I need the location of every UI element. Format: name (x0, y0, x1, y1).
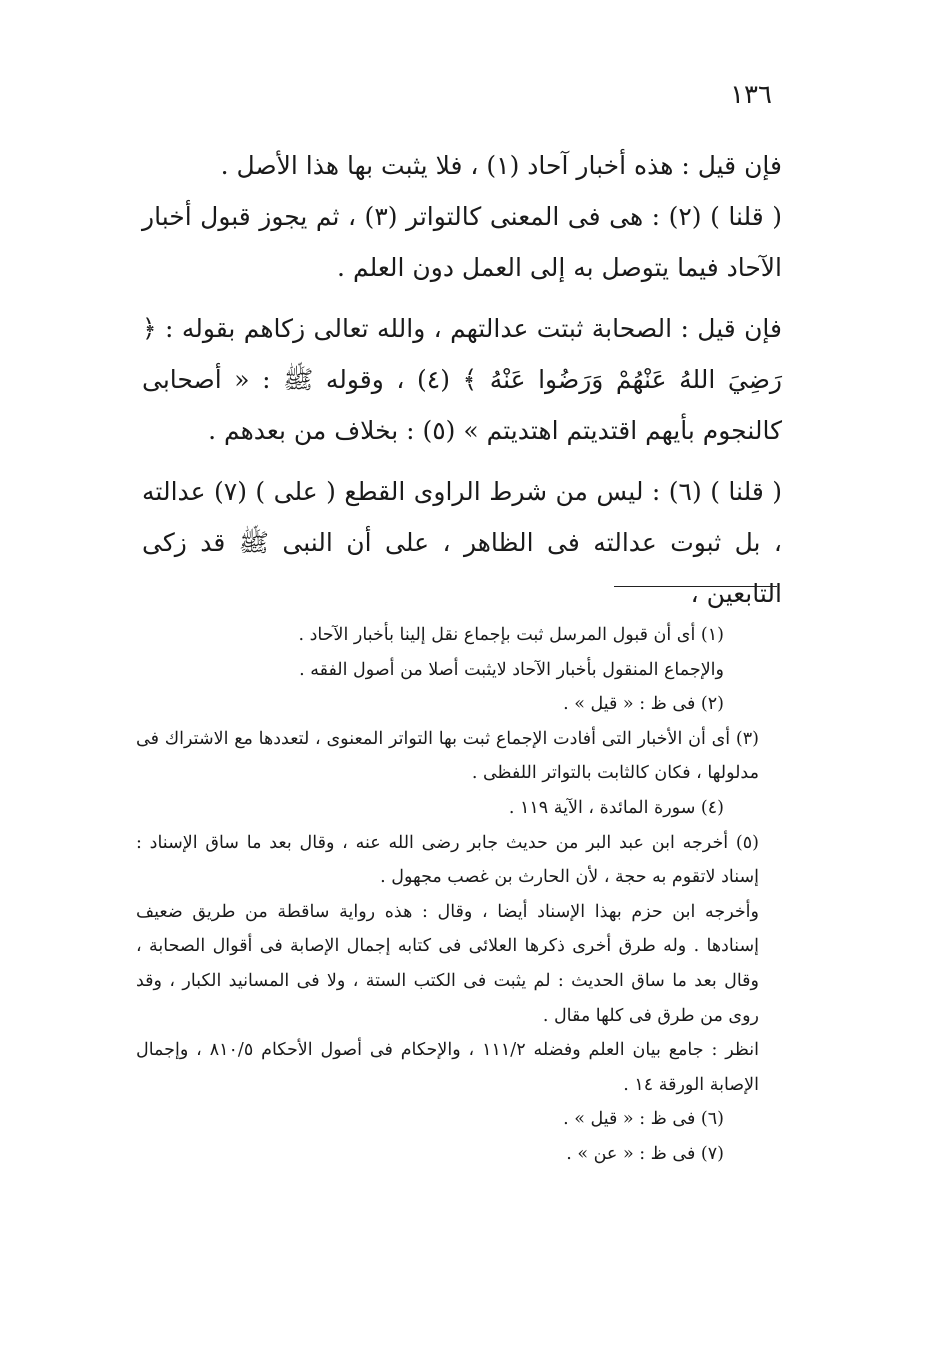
main-paragraph: فإن قيل : الصحابة ثبتت عدالتهم ، والله تعالى زكاهم بقوله : ﴿ رَضِيَ اللهُ عَنْهُمْ وَرَضُوا عَنْهُ ﴾ (٤) ، وقوله ﷺ : « أصحابى كالنجوم بأيهم اقتديتم اهتديتم » (٥) : بخلاف من بعدهم . (142, 314, 783, 445)
main-text (142, 140, 782, 619)
footnote: وأخرجه ابن حزم بهذا الإسناد أيضا ، وقال : هذه رواية ساقطة من طريق ضعيف إسنادها . وله طرق أخرى ذكرها العلائى فى كتابه إجمال الإصابة فى أقوال الصحابة ، وقال بعد ما ساق الحديث : لم يثبت فى الكتب الستة ، ولا فى المسانيد الكبار ، وقد روى من طرق فى كلها مقال . (136, 901, 759, 1026)
footnote: (٣) أى أن الأخبار التى أفادت الإجماع ثبت بها التواتر المعنوى ، لتعددها مع الاشتراك فى مدلولها ، فكان كالثابت بالتواتر اللفظى . (136, 728, 759, 784)
footnote: (٥) أخرجه ابن عبد البر من حديث جابر رضى الله عنه ، وقال بعد ما ساق الإسناد : إسناد لاتقوم به حجة ، لأن الحارث بن غصب مجهول . (136, 832, 759, 888)
footnote: (٤) سورة المائدة ، الآية ١١٩ . (508, 797, 724, 818)
footnote: (٦) فى ظ : « قيل » . (563, 1109, 724, 1130)
footnote: (١) أى أن قبول المرسل ثبت بإجماع نقل إلينا بأخبار الآحاد . (298, 625, 724, 645)
main-paragraph: ( قلنا ) (٦) : ليس من شرط الراوى القطع ( على ) (٧) عدالته ، بل ثبوت عدالته فى الظاهر ، على أن النبى ﷺ قد زكى التابعين ، (142, 477, 783, 608)
footnote-separator (614, 586, 777, 587)
page-number: ١٣٦ (730, 80, 772, 110)
footnote: (٢) فى ظ : « قيل » . (563, 694, 724, 715)
footnote: انظر : جامع بيان العلم وفضله ١١١/٢ ، والإحكام فى أصول الأحكام ٨١٠/٥ ، وإجمال الإصابة الورقة ١٤ . (136, 1040, 759, 1095)
footnote: والإجماع المنقول بأخبار الآحاد لايثبت أصلا من أصول الفقه . (299, 659, 724, 680)
main-paragraph: ( قلنا ) (٢) : هى فى المعنى كالتواتر (٣) ، ثم يجوز قبول أخبار الآحاد فيما يتوصل به إلى العمل دون العلم . (142, 202, 782, 282)
main-paragraph: فإن قيل : هذه أخبار آحاد (١) ، فلا يثبت بها هذا الأصل . (220, 151, 782, 180)
footnote: (٧) فى ظ : « عن » . (566, 1143, 724, 1164)
footnotes (136, 618, 779, 1172)
